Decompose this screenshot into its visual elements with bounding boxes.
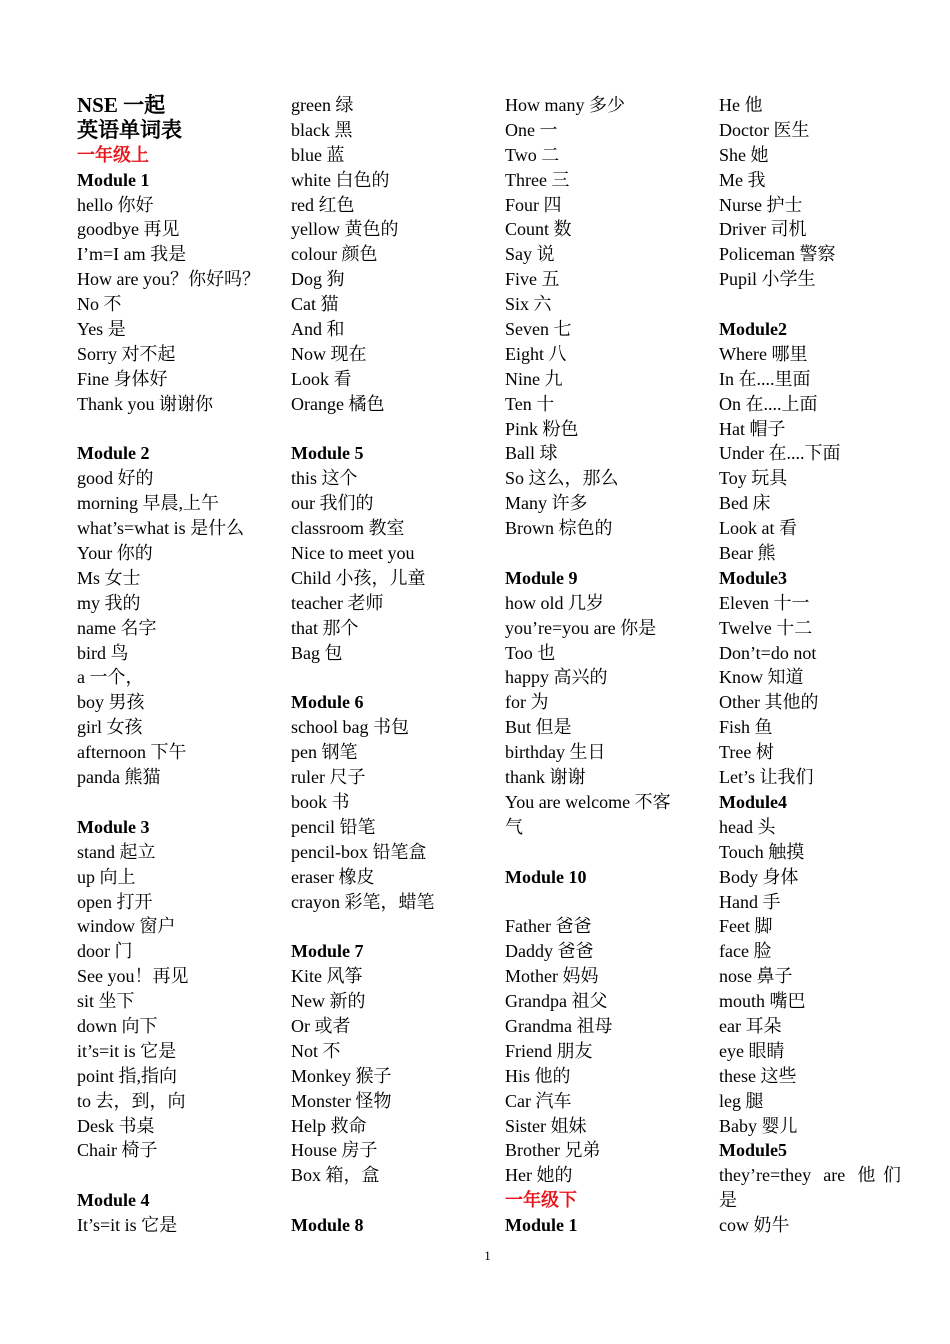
- blank-line: [291, 417, 491, 442]
- vocab-line: open 打开: [77, 891, 153, 912]
- vocab-line: Pupil 小学生: [719, 269, 816, 290]
- module-heading: Module2: [719, 319, 788, 340]
- vocab-line: sit 坐下: [77, 991, 135, 1012]
- vocab-line: window 窗户: [77, 916, 176, 937]
- vocab-line: how old 几岁: [505, 592, 604, 613]
- blank-line: [291, 914, 491, 939]
- vocab-line: Child 小孩，儿童: [291, 567, 426, 588]
- vocab-line: boy 男孩: [77, 692, 145, 713]
- vocab-line: head 头: [719, 816, 776, 837]
- grade-heading: 一年级上: [77, 144, 149, 165]
- vocab-line: face 脸: [719, 941, 772, 962]
- blank-line: [291, 665, 491, 690]
- vocab-line: panda 熊猫: [77, 767, 161, 788]
- vocab-line: what’s=what is 是什么: [77, 518, 245, 539]
- vocab-line: Bear 熊: [719, 543, 776, 564]
- vocab-line: His 他的: [505, 1065, 571, 1086]
- page-number: 1: [484, 1248, 491, 1263]
- vocab-line: nose 鼻子: [719, 966, 793, 987]
- vocab-line: Don’t=do not: [719, 642, 817, 663]
- vocab-line: Hand 手: [719, 891, 781, 912]
- vocab-line: Kite 风筝: [291, 966, 363, 987]
- grade-heading: 一年级下: [505, 1190, 577, 1211]
- vocab-line: name 名字: [77, 617, 157, 638]
- vocab-line: Grandpa 祖父: [505, 991, 608, 1012]
- vocab-line: stand 起立: [77, 841, 156, 862]
- vocab-line: yellow 黄色的: [291, 219, 399, 240]
- vocab-line: point 指,指向: [77, 1065, 178, 1086]
- vocab-line: hello 你好: [77, 194, 154, 215]
- vocab-line: Monkey 猴子: [291, 1065, 392, 1086]
- vocab-line: Hat 帽子: [719, 418, 786, 439]
- vocab-line: She 她: [719, 144, 769, 165]
- blank-line: [77, 417, 277, 442]
- vocab-line: Body 身体: [719, 866, 799, 887]
- vocab-line: Ms 女士: [77, 567, 141, 588]
- module-heading: Module 1: [505, 1215, 578, 1236]
- vocab-line: One 一: [505, 119, 558, 140]
- vocab-line: But 但是: [505, 717, 572, 738]
- vocab-line: Not 不: [291, 1040, 341, 1061]
- vocab-line: down 向下: [77, 1015, 158, 1036]
- blank-line: [505, 890, 695, 915]
- vocab-line: Where 哪里: [719, 343, 808, 364]
- vocab-line: No 不: [77, 294, 122, 315]
- vocab-line: thank 谢谢: [505, 767, 586, 788]
- vocab-line: Box 箱，盒: [291, 1165, 380, 1186]
- vocab-line: classroom 教室: [291, 518, 405, 539]
- column-1: [77, 93, 277, 1238]
- vocab-line: Sorry 对不起: [77, 343, 176, 364]
- module-heading: Module3: [719, 567, 788, 588]
- vocab-line: girl 女孩: [77, 717, 143, 738]
- vocab-line: Too 也: [505, 642, 556, 663]
- vocab-line: It’s=it is 它是: [77, 1215, 178, 1236]
- vocab-line: colour 颜色: [291, 244, 378, 265]
- vocab-line: goodbye 再见: [77, 219, 180, 240]
- module-heading: Module 1: [77, 169, 150, 190]
- column-3: [505, 93, 695, 1238]
- column-2: [291, 93, 491, 1238]
- vocab-line: Monster 怪物: [291, 1090, 392, 1111]
- vocab-line: these 这些: [719, 1065, 797, 1086]
- vocab-line: Bag 包: [291, 642, 343, 663]
- vocab-line: they’re=they are 他们: [719, 1165, 901, 1186]
- vocab-line: pen 钢笔: [291, 742, 358, 763]
- vocab-line: Chair 椅子: [77, 1140, 158, 1161]
- vocab-line: black 黑: [291, 119, 353, 140]
- vocab-line: pencil 铅笔: [291, 816, 376, 837]
- module-heading: Module 6: [291, 692, 364, 713]
- vocab-line: you’re=you are 你是: [505, 617, 657, 638]
- vocab-line: Car 汽车: [505, 1090, 572, 1111]
- vocab-line: Thank you 谢谢你: [77, 393, 213, 414]
- vocab-line: blue 蓝: [291, 144, 345, 165]
- module-heading: Module 5: [291, 443, 364, 464]
- vocab-line: On 在....上面: [719, 393, 818, 414]
- vocab-line: to 去，到，向: [77, 1090, 186, 1111]
- vocab-line: eye 眼睛: [719, 1040, 785, 1061]
- vocab-line: leg 腿: [719, 1090, 764, 1111]
- vocab-line: happy 高兴的: [505, 667, 608, 688]
- vocab-line: Two 二: [505, 144, 560, 165]
- vocab-line: Her 她的: [505, 1165, 573, 1186]
- vocab-line: Daddy 爸爸: [505, 941, 594, 962]
- module-heading: Module 3: [77, 816, 150, 837]
- vocab-line: eraser 橡皮: [291, 866, 375, 887]
- vocab-line: Friend 朋友: [505, 1040, 593, 1061]
- vocab-line: Or 或者: [291, 1015, 351, 1036]
- vocab-line: bird 鸟: [77, 642, 129, 663]
- vocab-line: House 房子: [291, 1140, 378, 1161]
- vocab-line: So 这么，那么: [505, 468, 619, 489]
- vocab-line: Grandma 祖母: [505, 1015, 613, 1036]
- vocab-line: Eight 八: [505, 343, 567, 364]
- module-heading: Module5: [719, 1140, 788, 1161]
- vocab-line: Yes 是: [77, 319, 126, 340]
- vocab-line: Fish 鱼: [719, 717, 773, 738]
- vocab-line: door 门: [77, 941, 133, 962]
- document-title: NSE 一起: [77, 93, 166, 117]
- vocab-line: How many 多少: [505, 95, 625, 115]
- vocab-line: birthday 生日: [505, 742, 606, 763]
- vocab-line: Brown 棕色的: [505, 518, 613, 539]
- vocab-line: Bed 床: [719, 493, 771, 514]
- vocab-line: good 好的: [77, 468, 154, 489]
- vocab-line: Look 看: [291, 368, 352, 389]
- vocab-line: crayon 彩笔，蜡笔: [291, 891, 435, 912]
- vocab-line: ruler 尺子: [291, 767, 366, 788]
- vocab-line: Nurse 护士: [719, 194, 803, 215]
- vocab-line: mouth 嘴巴: [719, 991, 806, 1012]
- vocab-line: Five 五: [505, 269, 560, 290]
- vocab-line: Touch 触摸: [719, 841, 805, 862]
- vocab-line: that 那个: [291, 617, 359, 638]
- vocab-line: red 红色: [291, 194, 355, 215]
- vocab-line: our 我们的: [291, 493, 374, 514]
- vocab-line: book 书: [291, 791, 350, 812]
- vocab-line: Under 在....下面: [719, 443, 841, 464]
- module-heading: Module 8: [291, 1215, 364, 1236]
- vocab-line: Father 爸爸: [505, 916, 592, 937]
- module-heading: Module 7: [291, 941, 364, 962]
- vocab-line: Baby 婴儿: [719, 1115, 798, 1136]
- vocab-line: morning 早晨,上午: [77, 493, 219, 514]
- vocab-line: And 和: [291, 319, 345, 340]
- vocab-line: Seven 七: [505, 319, 572, 340]
- vocab-line: How are you？你好吗？: [77, 269, 260, 290]
- blank-line: [719, 292, 901, 317]
- vocab-line: white 白色的: [291, 169, 390, 190]
- vocab-line: for 为: [505, 692, 549, 713]
- vocab-line: Other 其他的: [719, 692, 819, 713]
- vocab-line: Sister 姐妹: [505, 1115, 587, 1136]
- module-heading: Module 9: [505, 567, 578, 588]
- vocab-line: New 新的: [291, 991, 366, 1012]
- vocab-line: school bag 书包: [291, 717, 409, 738]
- vocab-line: Six 六: [505, 294, 552, 315]
- module-heading: Module4: [719, 791, 788, 812]
- vocab-line: this 这个: [291, 468, 358, 489]
- vocab-line: Toy 玩具: [719, 468, 788, 489]
- blank-line: [77, 790, 277, 815]
- vocab-line: green 绿: [291, 95, 354, 115]
- vocab-line: Dog 狗: [291, 269, 345, 290]
- vocab-line: Nice to meet you: [291, 543, 415, 564]
- vocab-line: up 向上: [77, 866, 136, 887]
- module-heading: Module 10: [505, 866, 587, 887]
- vocab-line: Cat 猫: [291, 294, 339, 315]
- vocab-line: Feet 脚: [719, 916, 773, 937]
- vocab-line: Let’s 让我们: [719, 767, 814, 788]
- vocab-line: Four 四: [505, 194, 562, 215]
- vocab-line: Nine 九: [505, 368, 563, 389]
- vocab-line: You are welcome 不客: [505, 791, 671, 812]
- vocab-line: Me 我: [719, 169, 766, 190]
- module-heading: Module 4: [77, 1190, 150, 1211]
- vocab-line: it’s=it is 它是: [77, 1040, 177, 1061]
- vocab-line: a 一个，: [77, 667, 144, 688]
- vocab-line: See you！再见: [77, 966, 189, 987]
- vocab-line: Many 许多: [505, 493, 588, 514]
- vocab-line: Pink 粉色: [505, 418, 579, 439]
- vocab-line: my 我的: [77, 592, 141, 613]
- vocab-line: Now 现在: [291, 343, 367, 364]
- blank-line: [291, 1188, 491, 1213]
- vocab-line: Three 三: [505, 169, 570, 190]
- vocab-line: Brother 兄弟: [505, 1140, 601, 1161]
- vocab-line: afternoon 下午: [77, 742, 187, 763]
- vocab-line: pencil-box 铅笔盒: [291, 841, 427, 862]
- blank-line: [77, 1163, 277, 1188]
- blank-line: [505, 840, 695, 865]
- blank-line: [505, 541, 695, 566]
- vocab-line: Your 你的: [77, 543, 153, 564]
- vocab-line: Doctor 医生: [719, 119, 810, 140]
- vocab-line: 是: [719, 1190, 737, 1211]
- vocab-line: Orange 橘色: [291, 393, 385, 414]
- vocab-line: teacher 老师: [291, 592, 384, 613]
- vocab-line: ear 耳朵: [719, 1015, 782, 1036]
- vocab-line: Say 说: [505, 244, 555, 265]
- vocab-line: Policeman 警察: [719, 244, 836, 265]
- document-title: 英语单词表: [77, 117, 182, 142]
- vocab-line: He 他: [719, 95, 763, 115]
- vocab-line: Tree 树: [719, 742, 774, 763]
- module-heading: Module 2: [77, 443, 150, 464]
- vocab-line: Help 救命: [291, 1115, 367, 1136]
- vocab-line: Twelve 十二: [719, 617, 813, 638]
- vocab-line: Know 知道: [719, 667, 804, 688]
- vocab-line: Look at 看: [719, 518, 797, 539]
- vocab-line: I’m=I am 我是: [77, 244, 187, 265]
- vocab-line: Mother 妈妈: [505, 966, 599, 987]
- vocab-line: 气: [505, 816, 523, 837]
- vocab-line: Ball 球: [505, 443, 558, 464]
- vocab-line: In 在....里面: [719, 368, 811, 389]
- vocab-line: Driver 司机: [719, 219, 807, 240]
- vocab-line: Ten 十: [505, 393, 555, 414]
- vocab-line: Fine 身体好: [77, 368, 168, 389]
- vocab-line: Desk 书桌: [77, 1115, 155, 1136]
- vocab-line: cow 奶牛: [719, 1215, 790, 1236]
- vocab-line: Eleven 十一: [719, 592, 810, 613]
- column-4: [719, 93, 901, 1238]
- vocab-line: Count 数: [505, 219, 572, 240]
